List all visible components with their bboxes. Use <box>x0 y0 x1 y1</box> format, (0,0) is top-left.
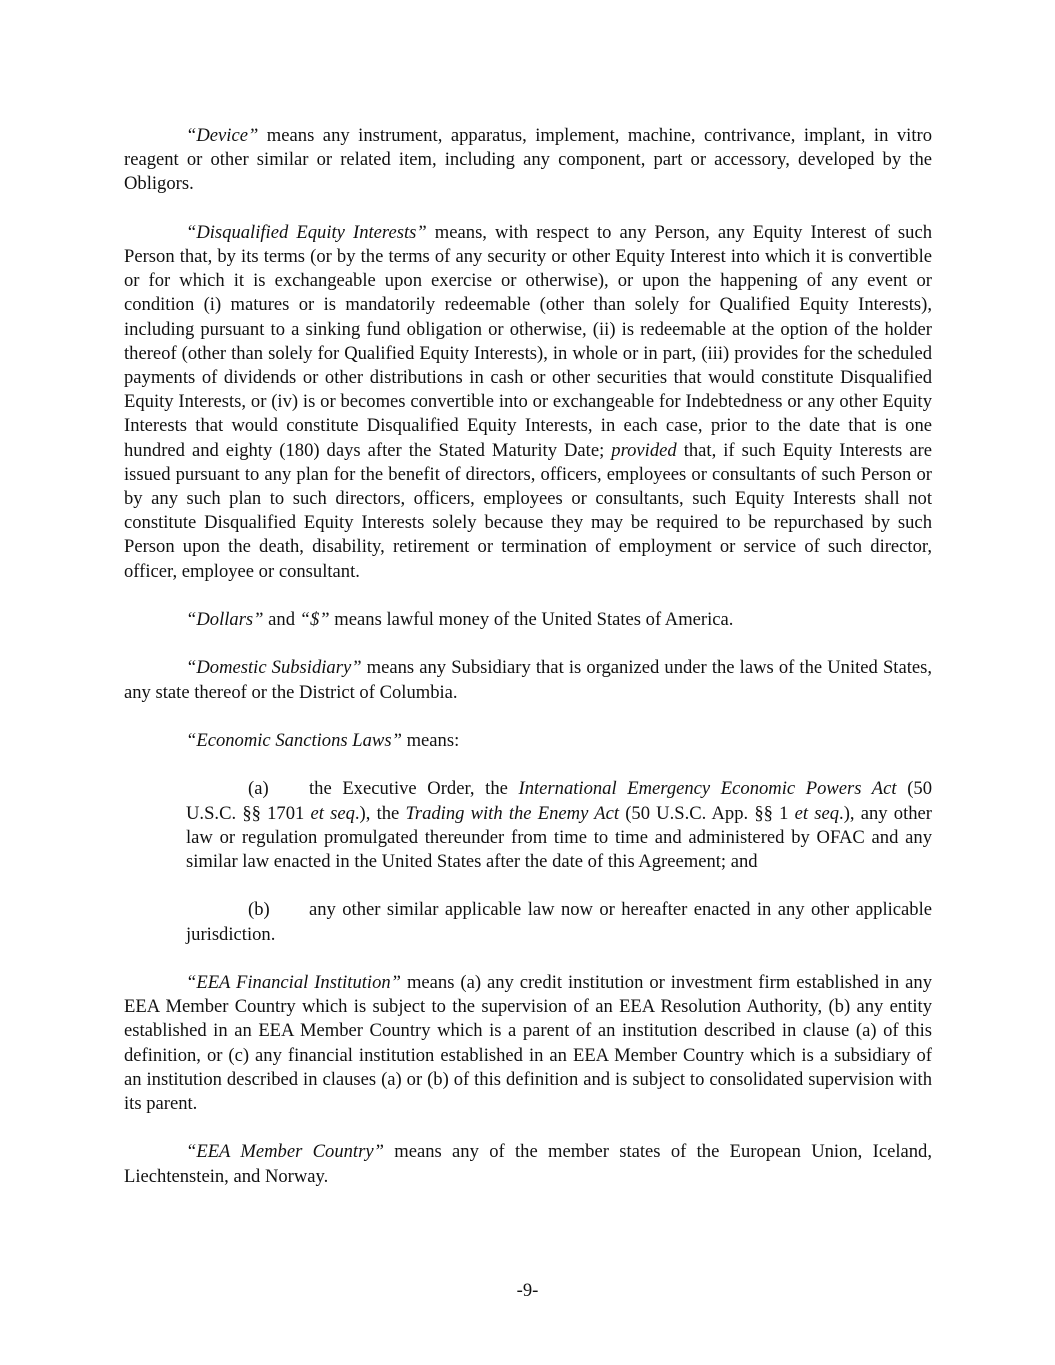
definition-device <box>124 124 932 197</box>
definition-device-text: means any instrument, apparatus, implement, machine, contrivance, implant, in vitro reagent or other similar or related item, including any component, part or accessory, developed by the Obligors. <box>124 125 932 195</box>
clause-a-text-4: (50 U.S.C. App. §§ 1 <box>619 802 795 824</box>
term-domestic-subsidiary: “Domestic Subsidiary” <box>186 657 362 679</box>
clause-a <box>186 777 932 874</box>
clause-a-italic-3: Trading with the Enemy Act <box>405 802 619 824</box>
clause-a-text-1: the Executive Order, the <box>309 778 519 800</box>
clause-a-italic-1: International Emergency Economic Powers Act <box>518 778 897 800</box>
definition-domestic-text: means any Subsidiary that is organized under the laws of the United States, any state thereof or the District of Columbia. <box>124 657 933 703</box>
term-dollars: “Dollars” <box>186 609 264 631</box>
definition-domestic-subsidiary <box>124 656 932 704</box>
definition-eea-financial-institution <box>124 971 932 1116</box>
definition-eea-fi-text: means (a) any credit institution or investment firm established in any EEA Member Country which is subject to the supervision of an EEA Resolution Authority, (b) any entity established in an EEA Member Country which is a parent of an institution described in clause (a) of this definition, or (c) any financial institution established in an EEA Member Country which is a subsidiary of an institution described in clauses (a) or (b) of this definition and is subject to consolidated supervision with its parent. <box>124 972 932 1115</box>
provided-word: provided <box>611 439 677 461</box>
term-disqualified-equity-interests: “Disqualified Equity Interests” <box>186 221 427 243</box>
clause-a-marker: (a) <box>248 778 269 800</box>
definition-eea-mc-text: means any of the member states of the European Union, Iceland, Liechtenstein, and Norway. <box>124 1141 932 1187</box>
definition-economic-sanctions-laws <box>124 729 932 753</box>
clause-b-marker: (b) <box>248 899 270 921</box>
term-eea-member-country: “EEA Member Country” <box>186 1141 384 1163</box>
definition-eea-member-country <box>124 1140 932 1188</box>
term-dollar-sign: “$” <box>299 609 330 631</box>
clause-a-italic-2: et seq <box>310 802 355 824</box>
document-page <box>124 124 932 1213</box>
page-number: -9- <box>516 1280 539 1301</box>
definition-disqualified-text-2: that, if such Equity Interests are issued pursuant to any plan for the benefit of directors, officers, employees or consultants of such Person or by any such plan to such directors, officers, employees or consultants, such Equity Interests shall not constitute Disqualified Equity Interests solely because they may be required to be repurchased by such Person upon the death, disability, retirement or termination of employment or service of such director, officer, employee or consultant. <box>124 439 932 582</box>
term-economic-sanctions-laws: “Economic Sanctions Laws” <box>186 730 402 752</box>
clause-a-text-3: .), the <box>354 802 406 824</box>
clause-a-text-5: .), any other law or regulation promulgated thereunder from time to time and administered by OFAC and any similar law enacted in the United States after the date of this Agreement; and <box>186 802 932 873</box>
clause-a-italic-4: et seq <box>794 802 840 824</box>
definition-disqualified-equity-interests <box>124 221 932 584</box>
clause-a-text-2: (50 U.S.C. §§ 1701 <box>186 778 932 824</box>
term-eea-financial-institution: “EEA Financial Institution” <box>186 972 402 993</box>
clause-b <box>186 898 932 946</box>
term-device: “Device” <box>186 125 259 146</box>
definition-dollars-text: means lawful money of the United States of America. <box>329 609 734 631</box>
dollars-connector: and <box>263 609 300 631</box>
definition-economic-text: means: <box>401 730 460 752</box>
definition-dollars <box>124 608 932 632</box>
clause-b-text: any other similar applicable law now or hereafter enacted in any other applicable jurisdiction. <box>186 899 932 945</box>
definition-disqualified-text-1: means, with respect to any Person, any Equity Interest of such Person that, by its terms (or by the terms of any security or other Equity Interest into which it is convertible or for which it is exchangeable upon exercise or otherwise), or upon the happening of any event or condition (i) matures or is mandatorily redeemable (other than solely for Qualified Equity Interests), including pursuant to a sinking fund obligation or otherwise, (ii) is redeemable at the option of the holder thereof (other than solely for Qualified Equity Interests), in whole or in part, (iii) provides for the scheduled payments of dividends or other distributions in cash or other securities that would constitute Disqualified Equity Interests, or (iv) is or becomes convertible into or exchangeable for Indebtedness or any other Equity Interests that would constitute Disqualified Equity Interests, in each case, prior to the date that is one hundred and eighty (180) days after the Stated Maturity Date; <box>124 221 932 461</box>
